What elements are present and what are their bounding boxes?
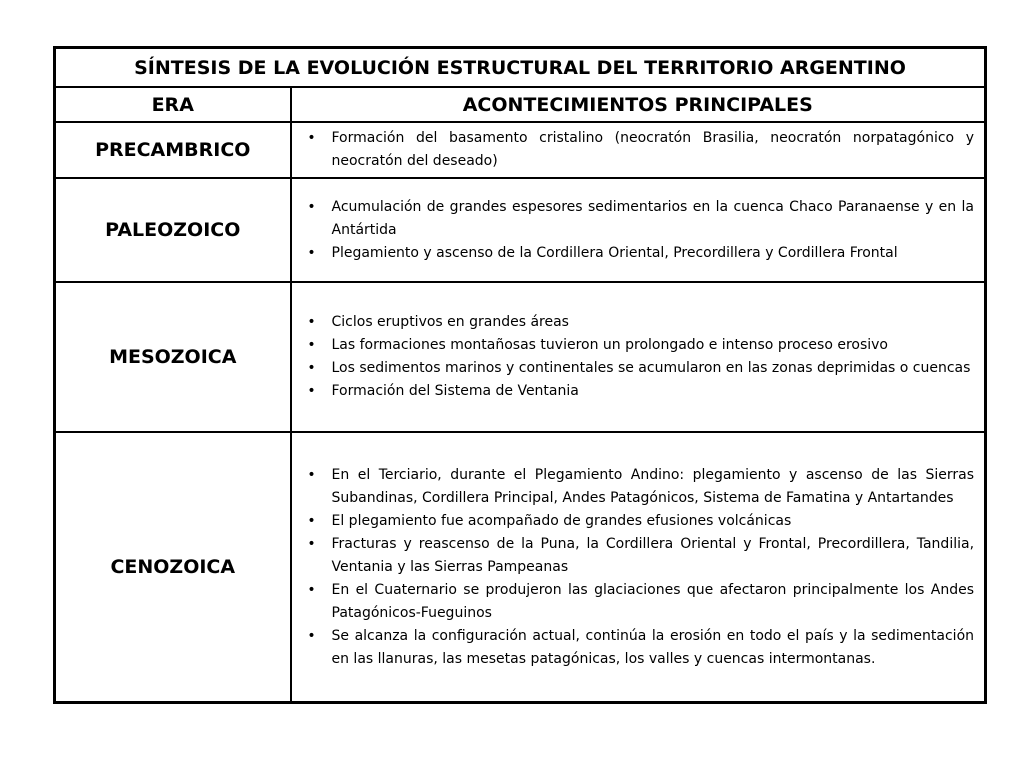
event-text: Formación del basamento cristalino (neocratón Brasilia, neocratón norpatagónico y neocratón del deseado) xyxy=(331,130,975,169)
events-list xyxy=(304,311,975,403)
title-row xyxy=(55,48,986,88)
event-text: Las formaciones montañosas tuvieron un prolongado e intenso proceso erosivo xyxy=(331,337,888,353)
header-row xyxy=(55,87,986,122)
bullet-icon: • xyxy=(307,314,316,330)
bullet-icon: • xyxy=(307,581,316,598)
event-text: En el Terciario, durante el Plegamiento Andino: plegamiento y ascenso de las Sierras Subandinas, Cordillera Principal, Andes Patagónicos, Sistema de Famatina y Antartandes xyxy=(331,466,975,506)
bullet-icon: • xyxy=(307,130,316,146)
event-text: El plegamiento fue acompañado de grandes efusiones volcánicas xyxy=(331,512,792,529)
era-cell: MESOZOICA xyxy=(55,282,291,432)
table-title: SÍNTESIS DE LA EVOLUCIÓN ESTRUCTURAL DEL TERRITORIO ARGENTINO xyxy=(55,48,986,88)
list-item xyxy=(304,311,975,334)
bullet-icon: • xyxy=(307,535,316,552)
header-era: ERA xyxy=(55,87,291,122)
table-row xyxy=(55,178,986,282)
list-item xyxy=(304,533,975,579)
event-text: Se alcanza la configuración actual, continúa la erosión en todo el país y la sedimentación en las llanuras, las mesetas patagónicas, los valles y cuencas intermontanas. xyxy=(331,627,975,667)
event-text: Ciclos eruptivos en grandes áreas xyxy=(331,314,569,330)
table-row xyxy=(55,122,986,178)
list-item xyxy=(304,464,975,510)
bullet-icon: • xyxy=(307,466,316,483)
bullet-icon: • xyxy=(307,337,316,353)
event-text: Formación del Sistema de Ventania xyxy=(331,383,579,399)
list-item xyxy=(304,510,975,533)
events-cell xyxy=(291,178,986,282)
table-row xyxy=(55,432,986,703)
era-cell: PALEOZOICO xyxy=(55,178,291,282)
era-cell: PRECAMBRICO xyxy=(55,122,291,178)
table-row xyxy=(55,282,986,432)
events-cell xyxy=(291,432,986,703)
event-text: Plegamiento y ascenso de la Cordillera Oriental, Precordillera y Cordillera Frontal xyxy=(331,244,898,261)
events-list xyxy=(304,196,975,265)
bullet-icon: • xyxy=(307,383,316,399)
synthesis-table xyxy=(53,46,987,704)
events-cell xyxy=(291,282,986,432)
bullet-icon: • xyxy=(307,360,316,376)
era-cell: CENOZOICA xyxy=(55,432,291,703)
list-item xyxy=(304,357,975,380)
list-item xyxy=(304,334,975,357)
event-text: En el Cuaternario se produjeron las glaciaciones que afectaron principalmente los Andes Patagónicos-Fueguinos xyxy=(331,581,975,621)
event-text: Fracturas y reascenso de la Puna, la Cordillera Oriental y Frontal, Precordillera, Tandilia, Ventania y las Sierras Pampeanas xyxy=(331,535,975,575)
list-item xyxy=(304,380,975,403)
event-text: Los sedimentos marinos y continentales se acumularon en las zonas deprimidas o cuencas xyxy=(331,360,971,376)
list-item xyxy=(304,579,975,625)
bullet-icon: • xyxy=(307,627,316,644)
list-item xyxy=(304,196,975,242)
event-text: Acumulación de grandes espesores sedimentarios en la cuenca Chaco Paranaense y en la Antártida xyxy=(331,198,975,238)
bullet-icon: • xyxy=(307,512,316,529)
list-item xyxy=(304,127,975,173)
bullet-icon: • xyxy=(307,198,316,215)
header-events: ACONTECIMIENTOS PRINCIPALES xyxy=(291,87,986,122)
list-item xyxy=(304,242,975,265)
events-cell xyxy=(291,122,986,178)
bullet-icon: • xyxy=(307,244,316,261)
events-list xyxy=(304,127,975,173)
list-item xyxy=(304,625,975,671)
events-list xyxy=(304,464,975,671)
